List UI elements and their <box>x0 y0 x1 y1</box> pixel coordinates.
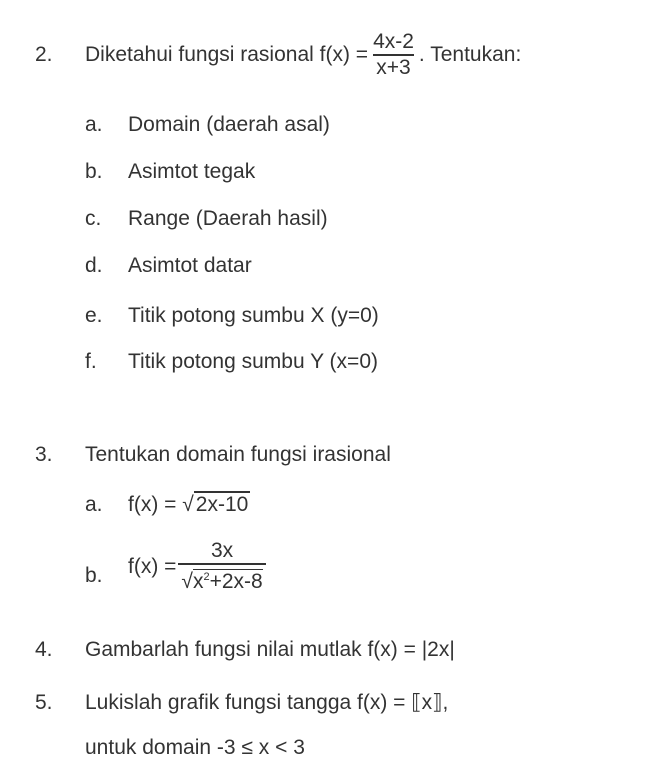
question-text: Tentukan domain fungsi irasional <box>85 443 391 466</box>
formula-lhs: f(x) = <box>128 493 177 516</box>
list-item <box>85 349 378 375</box>
radicand <box>193 569 263 593</box>
item-label: f. <box>85 350 97 373</box>
question-5-domain: untuk domain -3 ≤ x < 3 <box>85 736 305 759</box>
fraction <box>370 30 417 80</box>
list-item <box>85 206 328 232</box>
formula <box>128 492 250 518</box>
fraction <box>178 539 265 594</box>
question-2 <box>35 30 522 79</box>
item-text: Titik potong sumbu Y (x=0) <box>128 350 378 373</box>
radical-sign: √ <box>181 570 193 593</box>
item-text: Range (Daerah hasil) <box>128 207 328 230</box>
list-item <box>85 159 256 185</box>
formula-lhs: f(x) = <box>128 554 177 578</box>
item-label: b. <box>85 160 103 183</box>
radicand-rest: +2x-8 <box>209 570 263 593</box>
list-item <box>85 303 379 329</box>
item-text: Asimtot datar <box>128 254 252 277</box>
numerator: 3x <box>210 539 234 562</box>
formula <box>128 539 268 594</box>
list-item <box>85 253 252 279</box>
denominator: x+3 <box>373 54 413 80</box>
item-label: e. <box>85 304 103 327</box>
exponent: 2 <box>203 571 210 583</box>
item-text: Domain (daerah asal) <box>128 113 330 136</box>
item-text: Asimtot tegak <box>128 160 256 183</box>
question-text: Gambarlah fungsi nilai mutlak f(x) = |2x| <box>85 638 455 661</box>
question-2-text <box>85 30 521 80</box>
question-number: 3. <box>35 443 53 466</box>
question-5 <box>35 690 449 716</box>
question-text-end: . Tentukan: <box>418 43 522 66</box>
numerator: 4x-2 <box>373 30 414 53</box>
question-number: 5. <box>35 691 53 714</box>
radical-sign: √ <box>182 493 194 516</box>
question-number: 4. <box>35 638 53 661</box>
question-text: Lukislah grafik fungsi tangga f(x) = ⟦x⟧, <box>85 691 449 714</box>
question-3 <box>35 442 391 468</box>
item-label: a. <box>85 493 103 516</box>
question-text: Diketahui fungsi rasional f(x) = <box>85 43 369 66</box>
item-label: a. <box>85 113 103 136</box>
question-4 <box>35 637 455 663</box>
list-item <box>85 492 249 518</box>
item-label: c. <box>85 207 102 230</box>
square-root <box>182 492 250 518</box>
item-label: d. <box>85 254 103 277</box>
question-number: 2. <box>35 43 53 66</box>
item-label: b. <box>85 564 103 587</box>
denominator <box>178 563 265 594</box>
list-item <box>85 539 263 593</box>
radicand-base: x <box>192 570 204 593</box>
radicand: 2x-10 <box>195 493 249 516</box>
list-item <box>85 112 330 138</box>
item-text: Titik potong sumbu X (y=0) <box>128 304 379 327</box>
